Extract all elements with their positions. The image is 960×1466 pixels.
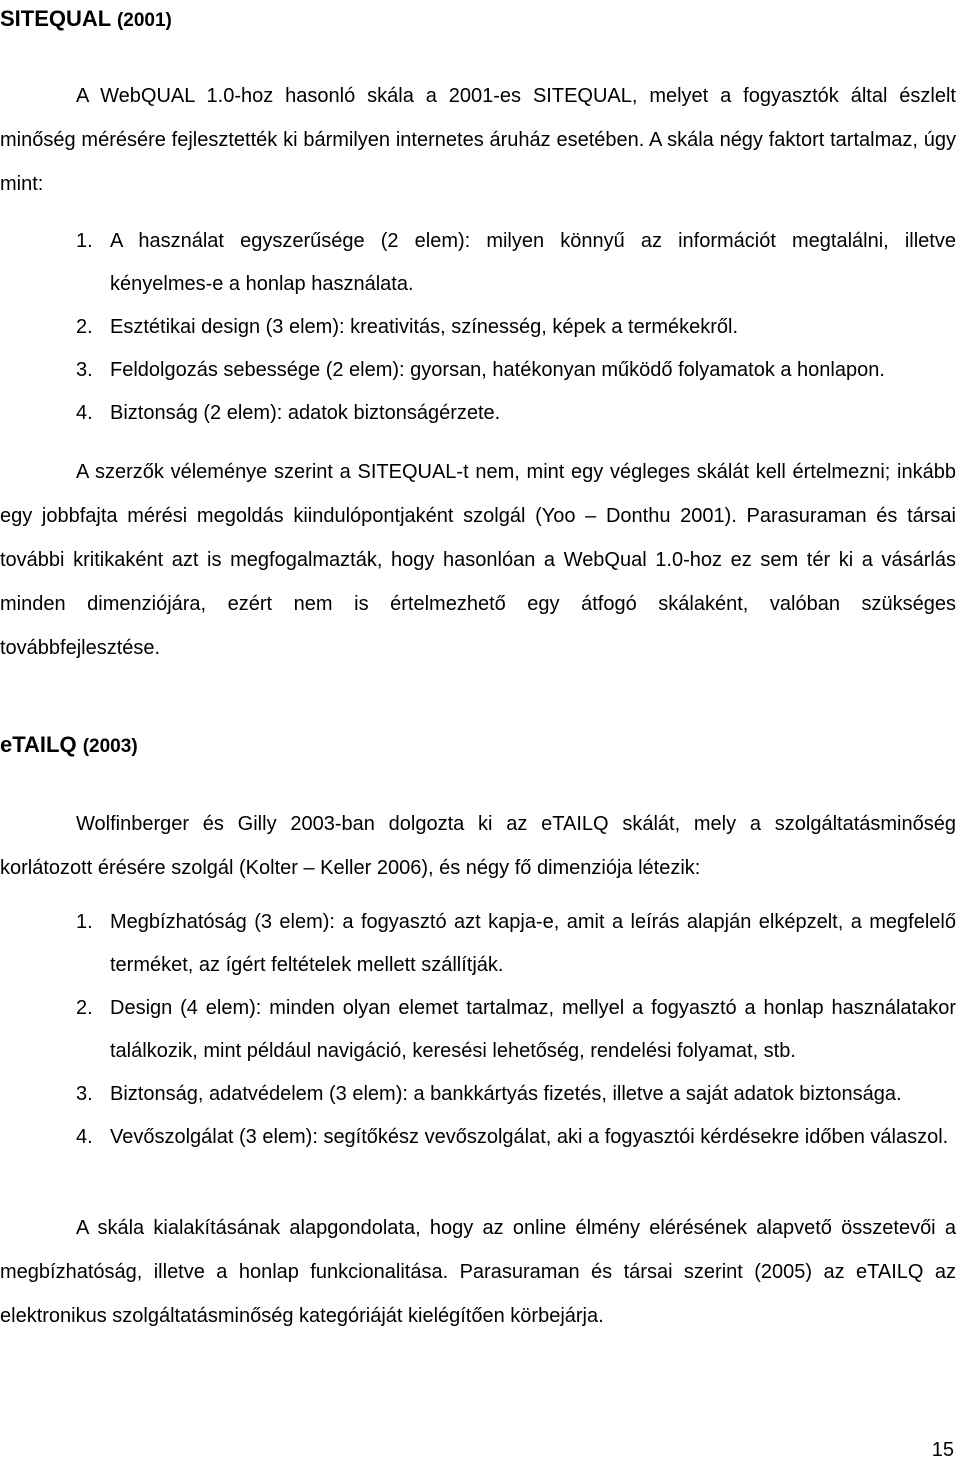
sitequal-intro-paragraph: A WebQUAL 1.0-hoz hasonló skála a 2001-es SITEQUAL, melyet a fogyasztók által észlelt minőség mérésére fejlesztették ki bármilyen internetes áruház esetében. A skála négy faktort tartalmaz, úgy mint:: [0, 85, 956, 195]
heading-year: (2003): [82, 736, 138, 757]
page-number: 15: [931, 1439, 954, 1461]
list-item-text: Design (4 elem): minden olyan elemet tartalmaz, mellyel a fogyasztó a honlap használatakor találkozik, mint például navigáció, keresési lehetőség, rendelési folyamat, stb.: [110, 997, 956, 1062]
list-item-text: Esztétikai design (3 elem): kreativitás, színesség, képek a termékekről.: [110, 316, 739, 338]
list-item: [0, 306, 956, 349]
list-item-number: 2.: [76, 997, 93, 1019]
list-item: [0, 1073, 956, 1116]
heading-title: SITEQUAL: [0, 6, 111, 31]
list-item-text: Biztonság, adatvédelem (3 elem): a bankkártyás fizetés, illetve a saját adatok biztonsága.: [110, 1083, 902, 1105]
list-item-text: Biztonság (2 elem): adatok biztonságérzete.: [110, 402, 501, 424]
etailq-conclusion-paragraph: A skála kialakításának alapgondolata, hogy az online élmény elérésének alapvető összetevői a megbízhatóság, illetve a honlap funkcionalitása. Parasuraman és társai szerint (2005) az eTAILQ az elektronikus szolgáltatásminőség kategóriáját kielégítően körbejárja.: [0, 1217, 956, 1327]
list-item-number: 1.: [76, 230, 93, 252]
list-item-number: 4.: [76, 402, 93, 424]
list-item: [0, 987, 956, 1073]
heading-year: (2001): [116, 10, 172, 31]
list-item-text: Vevőszolgálat (3 elem): segítőkész vevőszolgálat, aki a fogyasztói kérdésekre időben válaszol.: [110, 1126, 949, 1148]
sitequal-factor-list: [0, 220, 956, 435]
list-item-number: 2.: [76, 316, 93, 338]
list-item: [0, 392, 956, 435]
heading-title: eTAILQ: [0, 732, 77, 757]
section-heading-etailq: [0, 732, 138, 760]
list-item: [0, 220, 956, 306]
etailq-dimension-list: [0, 901, 956, 1159]
etailq-intro-paragraph: Wolfinberger és Gilly 2003-ban dolgozta ki az eTAILQ skálát, mely a szolgáltatásminőség korlátozott érésére szolgál (Kolter – Keller 2006), és négy fő dimenziója létezik:: [0, 813, 956, 879]
section-heading-sitequal: [0, 6, 172, 34]
list-item-number: 4.: [76, 1126, 93, 1148]
list-item-number: 3.: [76, 1083, 93, 1105]
list-item-text: Feldolgozás sebessége (2 elem): gyorsan, hatékonyan működő folyamatok a honlapon.: [110, 359, 885, 381]
list-item: [0, 901, 956, 987]
list-item-text: Megbízhatóság (3 elem): a fogyasztó azt kapja-e, amit a leírás alapján elképzelt, a megfelelő terméket, az ígért feltételek mellett szállítják.: [110, 911, 956, 976]
list-item-text: A használat egyszerűsége (2 elem): milyen könnyű az információt megtalálni, illetve kényelmes-e a honlap használata.: [110, 230, 956, 295]
list-item: [0, 349, 956, 392]
list-item-number: 1.: [76, 911, 93, 933]
sitequal-conclusion-paragraph: A szerzők véleménye szerint a SITEQUAL-t nem, mint egy végleges skálát kell értelmezni; inkább egy jobbfajta mérési megoldás kiindulópontjaként szolgál (Yoo – Donthu 2001). Parasuraman és társai további kritikaként azt is megfogalmazták, hogy hasonlóan a WebQual 1.0-hoz ez sem tér ki a vásárlás minden dimenziójára, ezért nem is értelmezhető egy átfogó skálaként, valóban szükséges továbbfejlesztése.: [0, 461, 956, 659]
list-item: [0, 1116, 956, 1159]
list-item-number: 3.: [76, 359, 93, 381]
